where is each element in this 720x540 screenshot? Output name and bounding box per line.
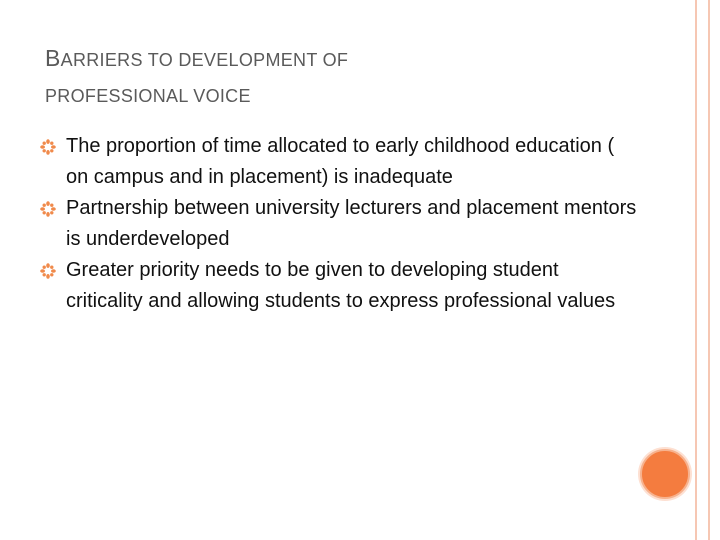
decorative-orange-circle <box>640 449 690 499</box>
sun-flower-icon <box>40 201 56 217</box>
bullet-item <box>40 131 640 193</box>
title-initial: B <box>45 45 61 71</box>
bullet-item <box>40 255 640 317</box>
title-line-1 <box>45 40 645 78</box>
bullet-text: Partnership between university lecturers and placement mentors is underdeveloped <box>66 197 637 250</box>
bullet-item <box>40 193 640 255</box>
title-line-1-rest: ARRIERS TO DEVELOPMENT OF <box>60 50 349 70</box>
slide-title <box>45 40 645 114</box>
right-edge-outer-line <box>708 0 710 540</box>
title-line-2: PROFESSIONAL VOICE <box>45 86 251 106</box>
bullet-text: Greater priority needs to be given to developing student criticality and allowing students to express professional values <box>66 259 616 312</box>
sun-flower-icon <box>40 139 56 155</box>
bullet-text: The proportion of time allocated to early childhood education ( on campus and in placement) is inadequate <box>66 135 615 188</box>
right-edge-inner-line <box>695 0 697 540</box>
bullet-list <box>40 131 640 317</box>
sun-flower-icon <box>40 263 56 279</box>
